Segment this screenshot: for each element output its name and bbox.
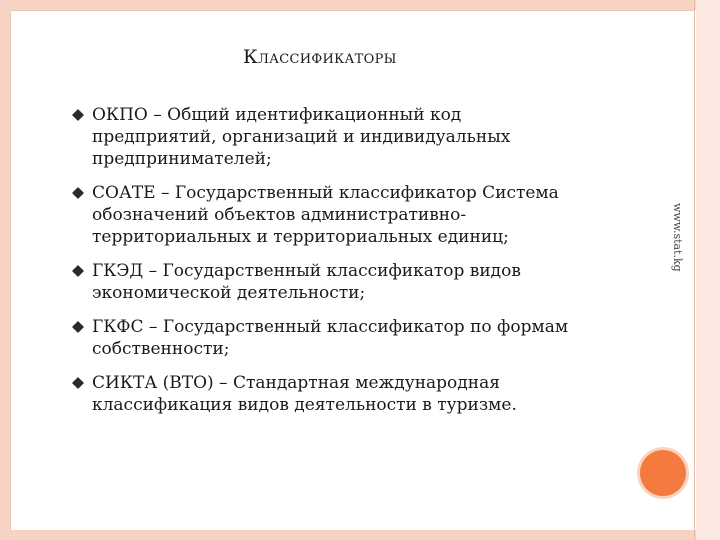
frame-right-band — [696, 0, 720, 540]
frame-right-line — [694, 0, 695, 540]
bullet-item-okpo — [73, 104, 633, 170]
bullet-marker-icon — [72, 109, 84, 121]
side-website-url: www.stat.kg — [671, 202, 684, 272]
bullet-text: ОКПО – Общий идентификационный код предприятий, организаций и индивидуальных предпринимателей; — [92, 105, 511, 169]
bullet-text: ГКЭД – Государственный классификатор видов экономической деятельности; — [92, 261, 521, 303]
bullet-item-soate — [73, 182, 633, 248]
bullet-list — [73, 104, 633, 428]
bullet-item-gkfs — [73, 316, 633, 360]
frame-left-border — [0, 0, 10, 540]
inner-line-left — [10, 10, 11, 530]
slide-title: Классификаторы — [243, 46, 397, 68]
bullet-item-sikta — [73, 372, 633, 416]
bullet-marker-icon — [72, 377, 84, 389]
inner-line-top — [10, 10, 694, 11]
frame-top-border — [0, 0, 720, 10]
bullet-item-gked — [73, 260, 633, 304]
bullet-marker-icon — [72, 321, 84, 333]
bullet-text: ГКФС – Государственный классификатор по формам собственности; — [92, 317, 569, 359]
frame-bottom-border — [0, 530, 720, 540]
bullet-marker-icon — [72, 187, 84, 199]
bullet-text: СОАТЕ – Государственный классификатор Система обозначений объектов административно- территориальных и территориальных единиц; — [92, 183, 559, 247]
orange-circle-decoration — [640, 450, 686, 496]
bullet-text: СИКТА (ВТО) – Стандартная международная классификация видов деятельности в туризме. — [92, 373, 517, 415]
bullet-marker-icon — [72, 265, 84, 277]
